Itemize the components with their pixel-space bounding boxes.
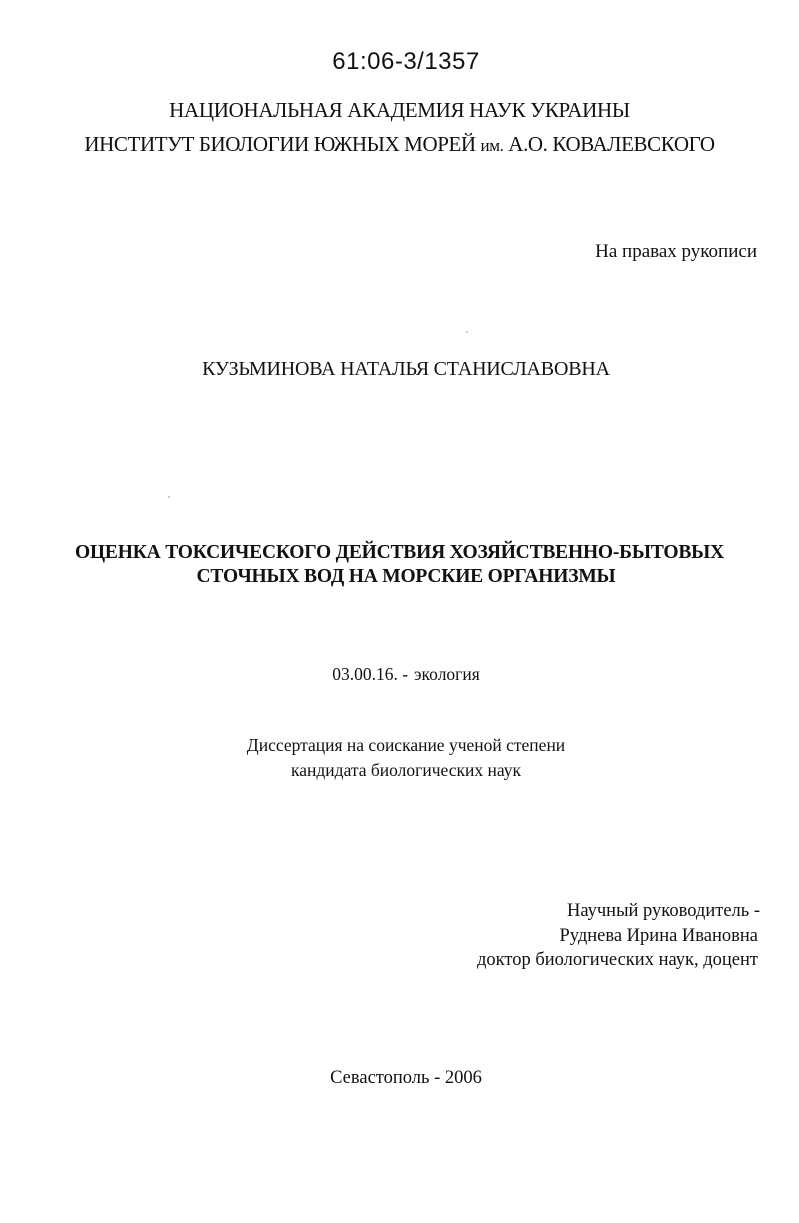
specialty-code: 03.00.16. - xyxy=(332,664,409,684)
supervisor-role: Научный руководитель - xyxy=(567,901,760,921)
rights-note: На правах рукописи xyxy=(595,241,757,262)
scan-speck xyxy=(466,331,468,333)
institute-name-part3: А.О. КОВАЛЕВСКОГО xyxy=(503,132,715,156)
institute-name xyxy=(0,132,799,157)
academy-name: НАЦИОНАЛЬНАЯ АКАДЕМИЯ НАУК УКРАИНЫ xyxy=(169,98,630,122)
dissertation-line2: кандидата биологических наук xyxy=(291,760,521,780)
supervisor-name: Руднева Ирина Ивановна xyxy=(559,926,758,946)
catalog-number: 61:06-3/1357 xyxy=(332,48,480,75)
scan-speck xyxy=(168,496,170,498)
author-name: КУЗЬМИНОВА НАТАЛЬЯ СТАНИСЛАВОВНА xyxy=(202,358,610,380)
supervisor-degree: доктор биологических наук, доцент xyxy=(476,950,758,970)
specialty-name: экология xyxy=(414,664,480,684)
thesis-title-line2: СТОЧНЫХ ВОД НА МОРСКИЕ ОРГАНИЗМЫ xyxy=(196,566,616,587)
thesis-title-line1: ОЦЕНКА ТОКСИЧЕСКОГО ДЕЙСТВИЯ ХОЗЯЙСТВЕННО-БЫТОВЫХ xyxy=(75,542,724,563)
dissertation-line1: Диссертация на соискание ученой степени xyxy=(246,735,566,755)
institute-name-part1: ИНСТИТУТ БИОЛОГИИ ЮЖНЫХ МОРЕЙ xyxy=(84,132,481,156)
city-year: Севастополь - 2006 xyxy=(330,1068,482,1088)
institute-name-abbrev: им. xyxy=(480,136,504,155)
specialty xyxy=(0,664,799,685)
